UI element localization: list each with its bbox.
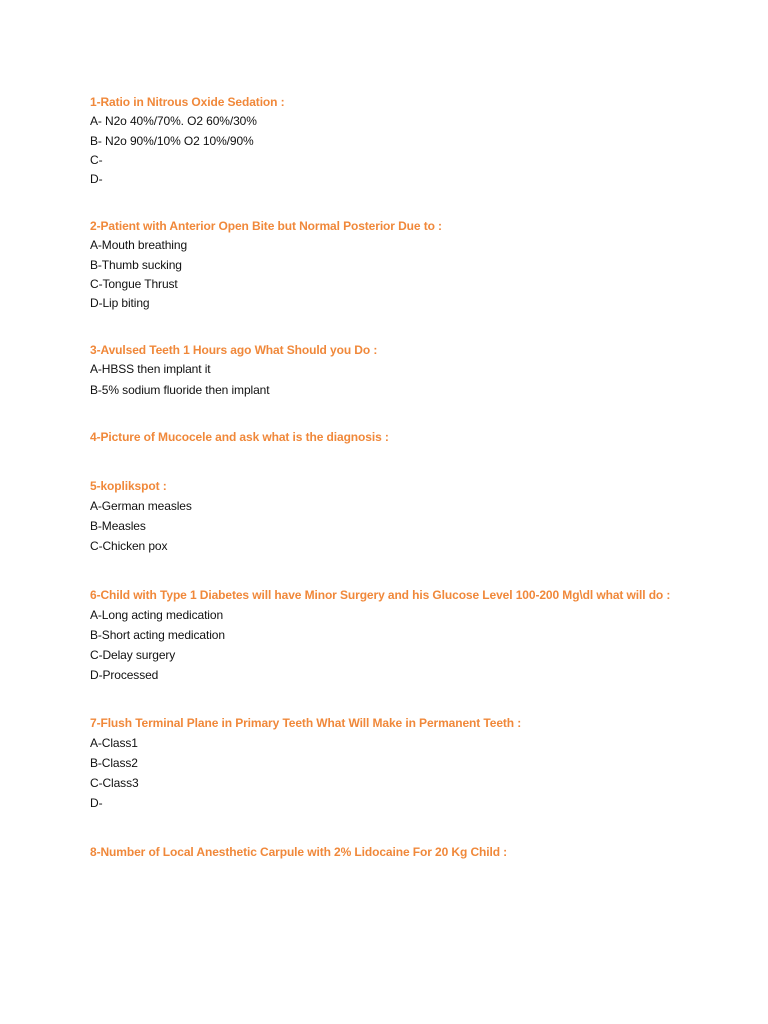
question-3-option-b: B-5% sodium fluoride then implant bbox=[90, 383, 270, 397]
question-6-option-b: B-Short acting medication bbox=[90, 628, 225, 642]
question-2-option-b: B-Thumb sucking bbox=[90, 258, 182, 272]
question-2-option-c: C-Tongue Thrust bbox=[90, 277, 178, 291]
question-6-option-a: A-Long acting medication bbox=[90, 608, 224, 622]
question-7-option-a: A-Class1 bbox=[90, 736, 138, 750]
question-2-option-d: D-Lip biting bbox=[90, 296, 150, 310]
question-1-option-d: D- bbox=[90, 172, 103, 186]
question-1-option-a: A- N2o 40%/70%. O2 60%/30% bbox=[90, 114, 257, 128]
question-7-option-c: C-Class3 bbox=[90, 776, 139, 790]
question-6-text: 6-Child with Type 1 Diabetes will have Minor Surgery and his Glucose Level 100-200 Mg\dl what will do : bbox=[90, 588, 671, 602]
question-1-text: 1-Ratio in Nitrous Oxide Sedation : bbox=[90, 95, 285, 109]
question-7-text: 7-Flush Terminal Plane in Primary Teeth What Will Make in Permanent Teeth : bbox=[90, 716, 522, 730]
question-1-option-b: B- N2o 90%/10% O2 10%/90% bbox=[90, 134, 254, 148]
question-3-option-a: A-HBSS then implant it bbox=[90, 362, 211, 376]
question-2-text: 2-Patient with Anterior Open Bite but Normal Posterior Due to : bbox=[90, 219, 442, 233]
question-4-text: 4-Picture of Mucocele and ask what is the diagnosis : bbox=[90, 430, 389, 444]
question-5-option-c: C-Chicken pox bbox=[90, 539, 168, 553]
question-6-option-d: D-Processed bbox=[90, 668, 159, 682]
question-1-option-c: C- bbox=[90, 153, 103, 167]
question-5-text: 5-koplikspot : bbox=[90, 479, 167, 493]
question-7-option-d: D- bbox=[90, 796, 103, 810]
question-5-option-a: A-German measles bbox=[90, 499, 192, 513]
question-2-option-a: A-Mouth breathing bbox=[90, 238, 188, 252]
question-5-option-b: B-Measles bbox=[90, 519, 146, 533]
question-6-option-c: C-Delay surgery bbox=[90, 648, 176, 662]
question-3-text: 3-Avulsed Teeth 1 Hours ago What Should you Do : bbox=[90, 343, 378, 357]
question-7-option-b: B-Class2 bbox=[90, 756, 138, 770]
question-8-text: 8-Number of Local Anesthetic Carpule with 2% Lidocaine For 20 Kg Child : bbox=[90, 845, 508, 859]
